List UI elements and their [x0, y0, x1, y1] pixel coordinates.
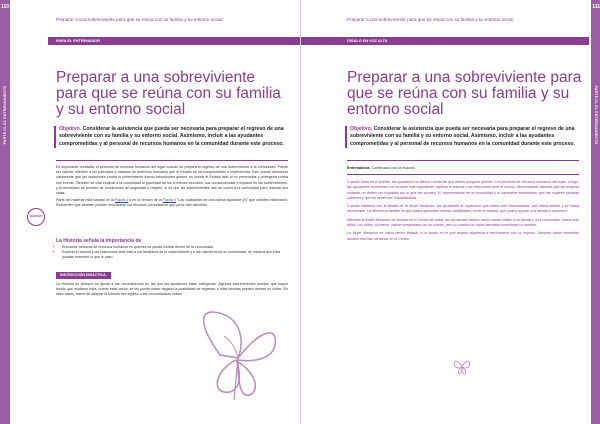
left-objective-lead: Objetivo.: [59, 126, 82, 132]
right-running-head: Preparar a una sobreviviente para que se reúna con su familia y su entorno social: [347, 17, 514, 22]
story-paragraph: Mientras la Mujer Mariposa se alojaba en el Centro de salud, las ayudantes habían hecho varias visitas a su familia y a la comunidad. Había sido difícil. Los niños, al menos, habían preguntado por su madre; pero su marido no había permitido mencionar su nombre.: [347, 217, 579, 228]
right-divider-2: [347, 174, 579, 175]
left-page-number: 110: [1, 4, 10, 10]
butterfly-icon: [190, 300, 285, 405]
story-paragraph: Cuando hablaron con la familia de la Mujer Mariposa, las ayudantes le explicaron que había sido traumatizada, que había sufrido y se había recuperado. La diferencia familiar es que había aprendido nuevas habilidades, como la costura, que podría ayudar a la familia a sobrevivir.: [347, 204, 579, 214]
right-page-number: 111: [592, 4, 600, 10]
butterfly-logo-icon: [451, 355, 473, 377]
left-objective-text: Considerar la asistencia que pueda ser necesaria para preparar el regreso de una sobreviviente con su familia y su entorno social. Asimismo, incluir a las ayudantes comprometidas y al personal de recursos humanos en la comunidad durante este proceso.: [59, 126, 284, 147]
right-page: [300, 0, 600, 424]
right-vertical-label: PARTE III. EL ENTRENAMIENTO: [594, 85, 598, 145]
story-paragraph: Cuando visita en el pueblo, las ayudantes se dieron cuenta de que deben asegurar primero a el personal de recursos humanos del lugar. Luego, las ayudantes comienzan con la parte más importante: explicar el trauma y las reacciones ante el mismo. Mencionando además que las mujeres violadas no deben ser culpadas por lo que les sucedió. El representante de la comunidad y el sacerdote entendieron que las mujeres violadas sufrieron y que no deben ser culpabilizadas.: [347, 180, 579, 200]
figure-4-link[interactable]: Figura 4: [162, 198, 176, 203]
trainer-note: Entrenadora. Continuará con la historia.: [347, 166, 416, 170]
story-paragraph: La Mujer Mariposa se había hecho llegado a un punto en el que estaba dispuesta a encontrarse con su esposo. También había entendido durante muchas semanas en el Centro.: [347, 231, 579, 241]
left-instruction-band: INSTRUCCIÓN DIDÁCTICA.: [56, 272, 111, 279]
objective-badge: OBJETIVO: [27, 208, 45, 226]
figure-1-link[interactable]: Figura 1: [114, 198, 129, 203]
left-para-3: La Historia no siempre se ajusta a las circunstancias en las que las ayudantes están trabajando. Algunas sobrevivientes pueden que hayan tenido que mudarse lejos; puede estar cerca; se les puede haber negado la posibilidad de regresar, o ellas mismas pueden desear no volver. En tales casos, traten de adaptar la historia del regreso a las circunstancias reales.: [56, 282, 288, 297]
left-section-band: PARA EL ENTRENADOR: [48, 37, 300, 45]
right-objective-lead: Objetivo.: [350, 126, 373, 132]
left-running-head: Preparar a una sobreviviente para que se reúna con su familia y su entorno social: [56, 17, 223, 22]
left-page-title: Preparar a una sobreviviente para que se reúna con su familia y su entorno social: [56, 69, 281, 118]
bullet-item: • Explicar el trauma y las reacciones ante éste a los familiares de la sobreviviente y a los miembros de su comunidad, de manera que ellos puedan entender lo que le pasó.: [62, 250, 288, 260]
left-vertical-label: PARTE III. EL ENTRENAMIENTO: [3, 85, 7, 145]
left-bullet-list: [56, 245, 288, 261]
bullet-item: • Encontrar personal de recursos humanos en quienes se pueda confiar dentro de la comunidad.: [62, 245, 288, 250]
left-objective: [54, 126, 291, 148]
left-divider: [56, 160, 288, 161]
right-divider: [347, 160, 579, 161]
left-sidebar: [0, 0, 10, 424]
left-para-2: Parte del material está basado en la Figura 1 y en la versión de la Figura 4 "Las cualidades de una buena ayudante (II)" que ustedes elaboraron. Recuerden que también pueden movilizarse los recursos comunitarios que ya se han discutido.: [56, 198, 288, 208]
left-body: [56, 165, 288, 211]
story-text: [347, 180, 579, 245]
right-sidebar: [591, 0, 600, 424]
right-page-title: Preparar a una sobreviviente para que se reúna con su familia y su entorno social: [347, 69, 582, 118]
left-body-2: [56, 282, 288, 300]
left-para-1: Es importante contactar al personal de recursos humanos del lugar cuando se prepara el regreso de una sobreviviente a la comunidad. Puede ser valioso referirse a los principios y tratados de derechos humanos que el Estado se ha comprometido a implementar. Esto puede demostrar claramente que las violaciones contra la sobreviviente fueron infracciones graves, en donde el Estado falló al no prevenirlas y protegerla contra ese evento. También se vital explicar a la comunidad la gravedad de los crímenes sexuales, sus consecuencias e impacto en las sobrevivientes, y la necesidad de proveer de condiciones de seguridad y respeto, si es que las sobrevivientes han de volver a la comunidad para retomar sus vidas.: [56, 165, 288, 196]
right-objective: [345, 126, 582, 148]
right-objective-text: Considerar la asistencia que pueda ser necesaria para preparar el regreso de una sobreviviente con su familia y su entorno social. Asimismo, incluir a las ayudantes comprometidas y al personal de recursos humanos en la comunidad durante este proceso.: [350, 126, 575, 147]
right-section-band: DÍGALO EN VOZ ALTA: [301, 37, 589, 45]
left-subhead: La Historia señala la importancia de: [56, 238, 142, 244]
